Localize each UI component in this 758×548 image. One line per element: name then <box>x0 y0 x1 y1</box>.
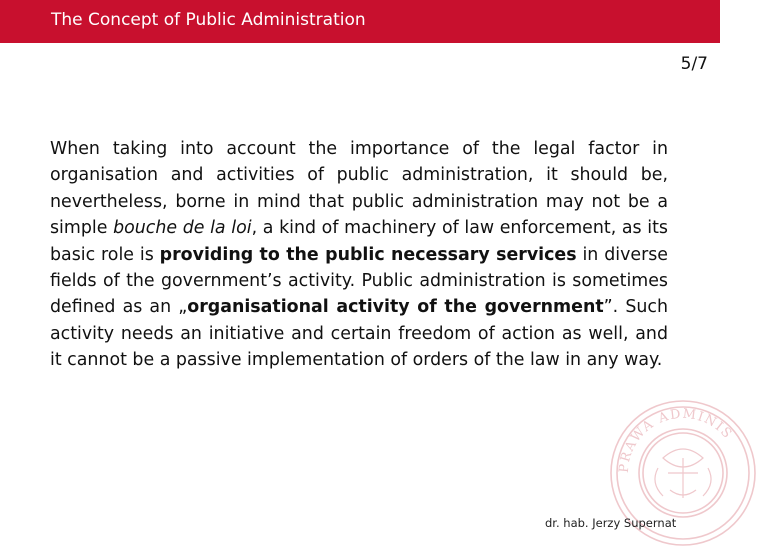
bold-phrase: providing to the public necessary services <box>159 244 577 265</box>
italic-phrase: bouche de la loi <box>113 218 252 239</box>
seal-text: PRAWA ADMINIS <box>616 406 736 474</box>
author-footer: dr. hab. Jerzy Supernat <box>545 516 677 530</box>
svg-text:PRAWA ADMINIS <box>617 407 735 474</box>
text-segment: , a kind of machinery of law enforcement, as its basic role is <box>50 218 668 265</box>
slide-title: The Concept of Public Administration <box>51 10 366 30</box>
text-segment: in diverse fields of the government’s activity. Public administration is sometimes defined as an „ <box>50 244 668 318</box>
text-segment: ”. Such activity needs an initiative and certain freedom of action as well, and it cannot be a passive implementation of orders of the law in any way. <box>50 297 668 371</box>
page-number: 5/7 <box>680 54 708 74</box>
header-bar <box>0 0 720 43</box>
text-segment: When taking into account the importance of the legal factor in organisation and activities of public administration, it should be, nevertheless, borne in mind that public administration may not be a simple <box>50 139 668 239</box>
body-paragraph <box>50 136 668 374</box>
bold-phrase: organisational activity of the government <box>187 297 604 318</box>
